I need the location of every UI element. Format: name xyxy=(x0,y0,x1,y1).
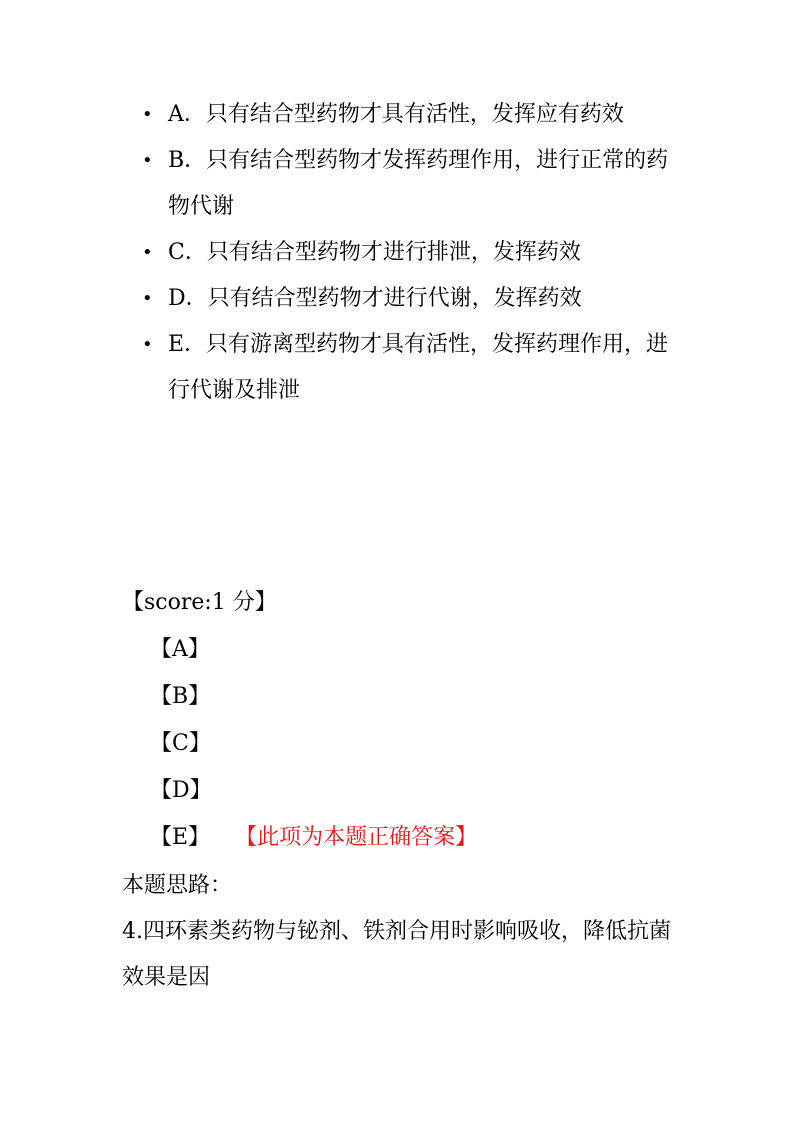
option-e-text: E．只有游离型药物才具有活性，发挥药理作用，进行代谢及排泄 xyxy=(168,332,669,403)
answer-list xyxy=(150,626,682,861)
bullet: • xyxy=(142,288,153,309)
option-e xyxy=(140,322,680,414)
option-d xyxy=(140,276,680,322)
next-question-text: 4.四环素类药物与铋剂、铁剂合用时影响吸收，降低抗菌效果是因 xyxy=(122,919,671,990)
option-b-text: B．只有结合型药物才发挥药理作用，进行正常的药物代谢 xyxy=(168,148,669,219)
bullet: • xyxy=(142,242,153,263)
answer-b-label: 【B】 xyxy=(150,684,211,709)
correct-answer-mark: 【此项为本题正确答案】 xyxy=(246,825,478,850)
option-b xyxy=(140,138,680,230)
answer-d-label: 【D】 xyxy=(150,778,212,803)
answer-section xyxy=(122,580,682,1001)
analysis-label: 本题思路： xyxy=(122,873,233,898)
answer-e xyxy=(150,814,682,861)
option-a xyxy=(140,92,680,138)
option-d-text: D．只有结合型药物才进行代谢，发挥药效 xyxy=(168,286,582,311)
answer-c xyxy=(150,720,682,767)
option-c xyxy=(140,230,680,276)
answer-b xyxy=(150,673,682,720)
score-label: 【score:1 分】 xyxy=(122,590,277,615)
answer-a xyxy=(150,626,682,673)
answer-e-label: 【E】 xyxy=(150,825,211,850)
answer-d xyxy=(150,767,682,814)
answer-c-label: 【C】 xyxy=(150,731,211,756)
option-list xyxy=(140,92,680,414)
option-c-text: C．只有结合型药物才进行排泄，发挥药效 xyxy=(168,240,581,265)
option-a-text: A．只有结合型药物才具有活性，发挥应有药效 xyxy=(168,102,624,127)
bullet: • xyxy=(142,104,153,125)
answer-a-label: 【A】 xyxy=(150,637,210,662)
bullet: • xyxy=(142,334,153,355)
bullet: • xyxy=(142,150,153,171)
